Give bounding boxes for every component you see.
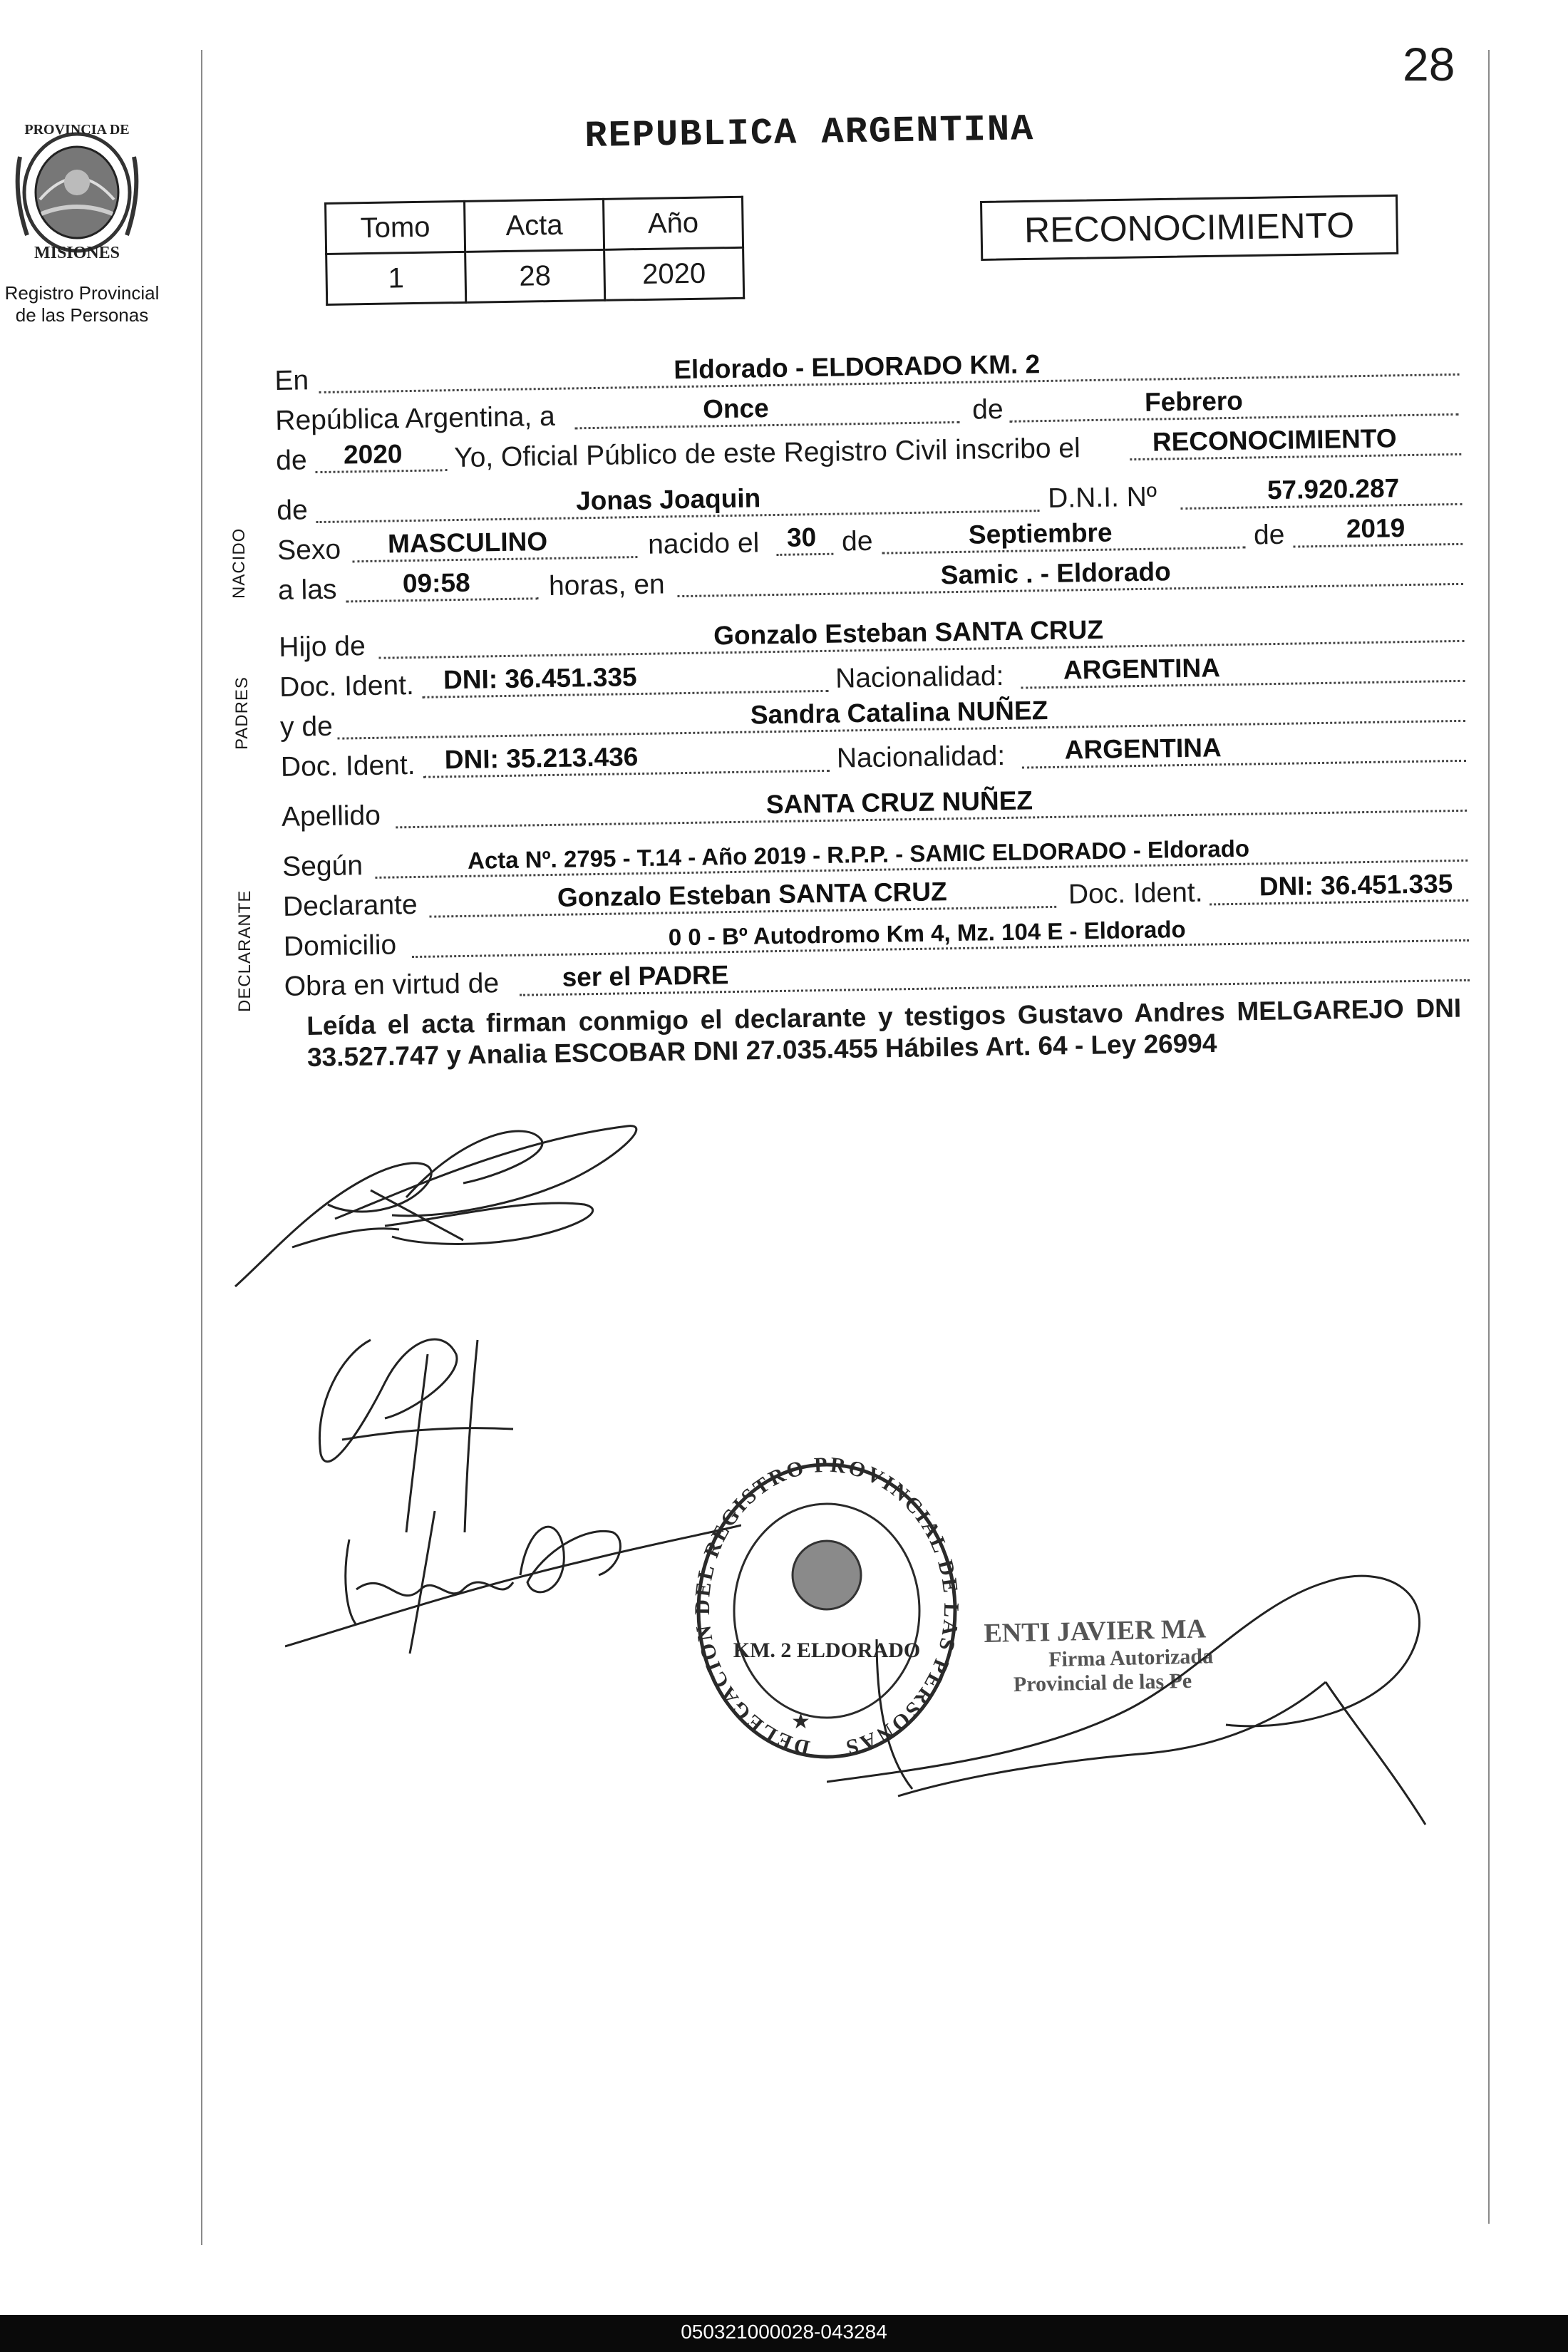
logo-caption-line1: Registro Provincial [4,282,160,304]
label-en: En [274,365,309,396]
label-republica: República Argentina, a [275,401,556,436]
value-obra: ser el PADRE [562,960,729,992]
label-padre-doc: Doc. Ident. [279,669,415,703]
form-row-apellido [282,777,1494,836]
value-madre-nac: ARGENTINA [1064,733,1222,765]
label-de-nac-mes: de [841,525,873,557]
label-a-las: a las [277,574,337,606]
label-madre-nacionalidad: Nacionalidad: [836,740,1006,774]
left-margin-line [201,50,202,2245]
value-dia: Once [702,393,770,424]
reference-table [324,196,745,306]
table-header-tomo: Tomo [326,201,465,254]
value-padre-nac: ARGENTINA [1063,653,1221,685]
logo-caption [0,282,164,326]
value-padre-doc: DNI: 36.451.335 [443,662,637,695]
value-segun: Acta Nº. 2795 - T.14 - Año 2019 - R.P.P. - SAMIC ELDORADO - Eldorado [467,835,1250,874]
stamp-inner-text: KM. 2 ELDORADO [733,1639,921,1662]
officer-name: ENTI JAVIER MA [984,1614,1207,1649]
value-declarante: Gonzalo Esteban SANTA CRUZ [557,877,947,912]
value-nombre: Jonas Joaquin [575,483,761,516]
label-sexo: Sexo [277,534,341,566]
province-logo [6,114,148,264]
value-domicilio: 0 0 - Bº Autodromo Km 4, Mz. 104 E - Eldorado [668,916,1186,951]
table-header-acta: Acta [464,199,604,252]
table-value-acta: 28 [465,249,605,302]
value-apellido: SANTA CRUZ NUÑEZ [765,785,1033,820]
footer-code: 050321000028-043284 [681,2321,887,2343]
label-declarante: Declarante [282,889,418,922]
label-yo: Yo, Oficial Público de este Registro Civil inscribo el [453,433,1081,474]
value-acto: RECONOCIMIENTO [1152,423,1397,457]
value-mes: Febrero [1144,386,1244,417]
section-label-nacido: NACIDO [229,527,249,599]
label-y-de: y de [279,711,334,743]
label-hijo-de: Hijo de [279,631,366,663]
value-padre: Gonzalo Esteban SANTA CRUZ [713,614,1104,651]
value-madre: Sandra Catalina NUÑEZ [750,696,1048,730]
record-type-box: RECONOCIMIENTO [980,195,1398,261]
label-de-mes: de [971,393,1004,425]
label-segun: Según [282,850,363,882]
value-madre-doc: DNI: 35.213.436 [444,742,639,775]
closing-statement [306,993,1462,1073]
closing-text: Leída el acta firman conmigo el declarante y testigos Gustavo Andres MELGAREJO DNI 33.527.747 y Analia ESCOBAR DNI 27.035.455 Hábiles Art. 64 - Ley 26994 [306,993,1462,1072]
label-de-anio: de [275,445,307,476]
right-margin-line [1488,50,1490,2224]
official-signature [827,1539,1440,1853]
label-de-nombre: de [276,495,309,526]
logo-top-text: PROVINCIA DE [24,122,130,138]
value-sexo: MASCULINO [387,527,548,559]
table-value-anio: 2020 [604,247,744,300]
table-value-tomo: 1 [326,252,466,304]
label-declarante-doc: Doc. Ident. [1068,877,1203,910]
value-anio: 2020 [343,439,403,470]
label-apellido: Apellido [281,800,381,832]
value-declarante-doc: DNI: 36.451.335 [1259,869,1453,902]
officer-office: Provincial de las Pe [1013,1668,1192,1697]
label-padre-nacionalidad: Nacionalidad: [835,660,1004,694]
section-label-declarante: DECLARANTE [235,889,254,1012]
logo-caption-line2: de las Personas [15,304,149,326]
label-domicilio: Domicilio [283,929,397,962]
witness-signature-2 [285,1482,741,1668]
value-lugar-nac: Samic . - Eldorado [940,557,1171,590]
officer-role: Firma Autorizada [1048,1644,1214,1672]
value-hora: 09:58 [402,567,470,599]
value-nac-anio: 2019 [1346,513,1405,544]
stamp-ring-text: DELEGACION DEL REGISTRO PROVINCIAL DE LAS PERSONAS [690,1453,964,1760]
logo-bottom-text: MISIONES [33,244,120,262]
value-nac-mes: Septiembre [968,517,1113,550]
section-label-padres: PADRES [232,676,252,750]
record-form [274,341,1496,1006]
declarant-signature [228,1112,656,1297]
stamp-star-icon: ★ [791,1709,810,1734]
value-lugar: Eldorado - ELDORADO KM. 2 [673,349,1041,385]
label-nacido-el: nacido el [647,527,760,560]
value-dni: 57.920.287 [1267,473,1400,505]
label-madre-doc: Doc. Ident. [280,749,416,783]
label-obra: Obra en virtud de [284,968,500,1002]
document-title: REPUBLICA ARGENTINA [584,108,1035,158]
label-dni: D.N.I. Nº [1047,481,1157,514]
value-nac-dia: 30 [786,522,817,552]
label-de-nac-anio: de [1253,519,1285,551]
table-header-anio: Año [603,197,743,249]
label-horas-en: horas, en [548,569,665,602]
page-number: 28 [1403,38,1455,91]
